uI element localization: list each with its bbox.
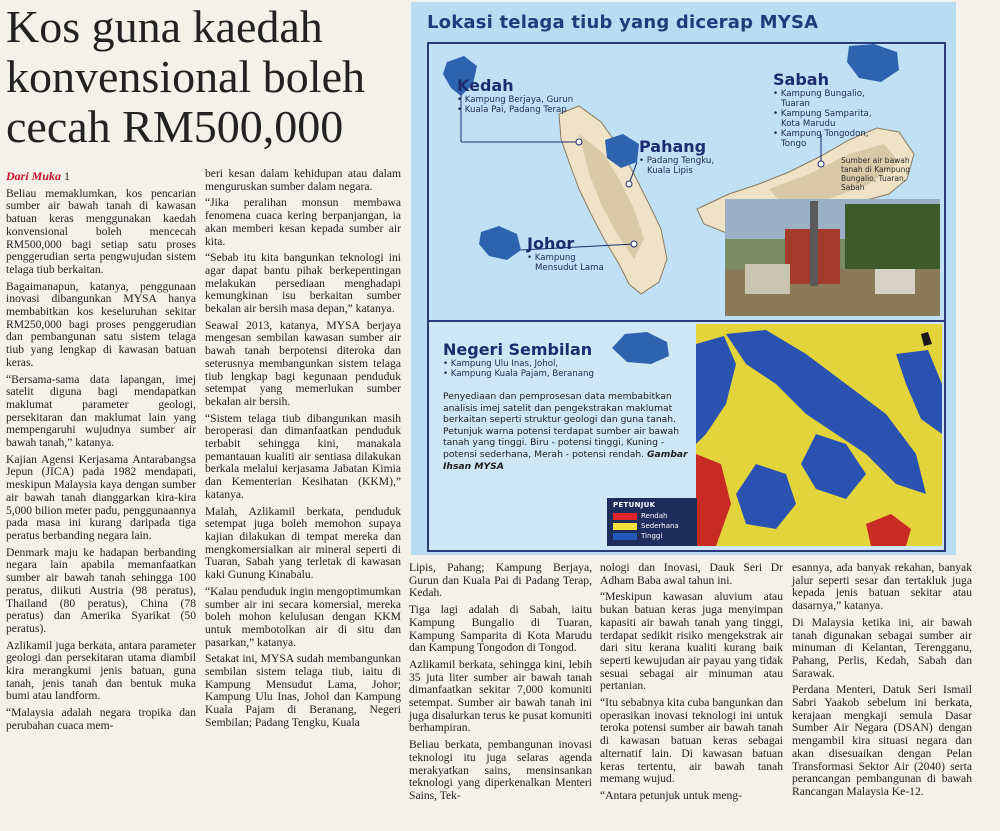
location-item: • Kuala Pai, Padang Terap — [457, 105, 567, 115]
paragraph: “Bersama-sama data lapangan, imej satelit diguna bagi mendapatkan maklumat parameter geologi, persekitaran dan maklumat lain yang mempengaruhi wujudnya sumber air bawah tanah,” katanya. — [6, 372, 196, 450]
location-item: • Kampung Ulu Inas, Johol, — [443, 359, 559, 369]
legend-item-sederhana — [613, 522, 679, 531]
article-column-3 — [409, 562, 592, 807]
location-item: Mensudut Lama — [535, 263, 604, 273]
potential-map-image — [696, 324, 942, 546]
location-item: Kuala Lipis — [647, 166, 693, 176]
legend-item-tinggi — [613, 532, 662, 541]
legend-title: PETUNJUK — [613, 501, 656, 509]
satellite-analysis-panel — [427, 320, 946, 552]
paragraph: “Antara petunjuk untuk meng- — [600, 788, 742, 802]
location-item: Tuaran — [781, 99, 810, 109]
article-column-2 — [205, 168, 401, 734]
state-name: Johor — [527, 234, 575, 253]
location-negeri-sembilan — [443, 340, 594, 379]
location-item: Tongo — [781, 139, 807, 149]
headline — [6, 2, 401, 152]
location-johor — [527, 234, 604, 273]
paragraph: Lipis, Pahang; Kampung Berjaya, Gurun dan Kuala Pai di Padang Terap, Kedah. — [409, 561, 592, 600]
article-column-4 — [600, 562, 783, 807]
paragraph: “Kalau penduduk ingin mengoptimumkan sumber air ini secara komersial, mereka boleh mohon kelulusan dengan KKM untuk membotolkan air di situ dan pasarkan,” katanya. — [205, 584, 401, 649]
caption-line: Bungalio, Tuaran, — [841, 174, 907, 183]
paragraph: Di Malaysia ketika ini, air bawah tanah digunakan sebagai sumber air minuman di Kelantan, Terengganu, Pahang, Perlis, Kedah, Sabah dan Sarawak. — [792, 615, 972, 680]
infographic-title: Lokasi telaga tiub yang dicerap MYSA — [427, 12, 819, 33]
headline-line: konvensional boleh — [6, 51, 365, 102]
location-item: • Kampung Tongodon, — [773, 129, 869, 139]
location-item: • Kampung Bungalio, — [773, 89, 865, 99]
paragraph: beri kesan dalam kehidupan atau dalam menguruskan sumber dalam negara. — [205, 167, 401, 193]
paragraph: Setakat ini, MYSA sudah membangunkan sembilan sistem telaga tiub, iaitu di Kampung Mensudut Lama, Johor; Kampung Ulu Inas, Johol dan Kampung Kuala Pajam di Beranang, Negeri Sembilan; Padang Tengku, Kuala — [205, 652, 401, 729]
paragraph: Beliau memaklumkan, kos pencarian sumber air bawah tanah di kawasan batuan keras menggunakan kaedah konvensional boleh mencecah RM500,000 bagi setiap satu proses penggerudian serta pengwujudan sistem telaga tiub berkaitan. — [6, 186, 196, 276]
location-kedah — [457, 76, 573, 115]
headline-line: Kos guna kaedah — [6, 1, 323, 52]
byline-label: Dari Muka — [6, 169, 62, 183]
location-item: • Kampung Samparita, — [773, 109, 872, 119]
kedah-marker — [576, 139, 582, 145]
caption-line: tanah di Kampung — [841, 165, 910, 174]
paragraph: Kajian Agensi Kerjasama Antarabangsa Jepun (JICA) pada 1982 mendapati, meskipun Malaysia kaya dengan sumber air bawah tanah dianggarkan kira-kira 5,000 bilion meter padu, penggunaannya pada masa ini kurang daripada tiga peratus berbanding negara lain. — [6, 452, 196, 542]
negeri-sembilan-shape — [607, 328, 677, 368]
photo-credit: Gambar Ihsan MYSA — [443, 448, 688, 472]
map-legend — [607, 498, 697, 546]
analysis-description — [443, 391, 695, 472]
paragraph: Azlikamil juga berkata, antara parameter geologi dan persekitaran utama diambil kira merangkumi jenis batuan, guna tanah, jenis tanah dan bentuk muka bumi atau landform. — [6, 638, 196, 703]
paragraph: nologi dan Inovasi, Dauk Seri Dr Adham Baba awal tahun ini. — [600, 561, 783, 587]
drilling-rig-image — [725, 199, 940, 316]
paragraph: “Sistem telaga tiub dibangunkan masih beroperasi dan dimanfaatkan penduduk terbabit sehingga kini, manakala pemantauan kualiti air sentiasa dilakukan berkala melalui kerjasama Jabatan Kimia dan Kementerian Kesihatan (KKM),” katanya. — [205, 411, 401, 501]
state-name: Kedah — [457, 76, 514, 95]
article-column-5 — [792, 562, 972, 803]
location-item: • Kampung — [527, 253, 576, 263]
paragraph: Malah, Azlikamil berkata, penduduk setempat juga boleh memohon supaya kajian dilakukan di tempat mereka dan mengkomersialkan air mineral seperti di Tuaran, Sabah yang terletak di kawasan kaki Gunung Kinabalu. — [205, 504, 401, 582]
sabah-marker — [818, 161, 824, 167]
paragraph: Denmark maju ke hadapan berbanding negara lain apabila memanfaatkan sumber air bawah tanah sehingga 100 peratus, diikuti Austria (98 peratus), Thailand (80 peratus), China (78 peratus) dan Amerika Syarikat (50 peratus). — [6, 545, 196, 635]
byline — [6, 170, 196, 183]
groundwater-potential-map — [696, 324, 942, 546]
location-item: Kota Marudu — [781, 119, 836, 129]
byline-page: 1 — [64, 169, 71, 183]
legend-label: Tinggi — [641, 532, 663, 540]
caption-line: Sabah — [841, 183, 865, 192]
legend-swatch — [613, 533, 637, 540]
paragraph: “Jika peralihan monsun membawa fenomena cuaca kering berpanjangan, ia akan memberi kesan kepada sumber air kita. — [205, 196, 401, 248]
paragraph: Perdana Menteri, Datuk Seri Ismail Sabri Yaakob sebelum ini berkata, kerajaan mengkaji semula Dasar Sumber Air Negara (DSAN) dengan mengambil kira situasi negara dan akan disesuaikan dengan Pelan Transformasi Sektor Air (2040) serta perancangan pembangunan di bawah Rancangan Malaysia Ke-12. — [792, 683, 972, 798]
location-item: • Padang Tengku, — [639, 156, 715, 166]
johor-marker — [631, 241, 637, 247]
location-pahang — [639, 137, 714, 176]
malaysia-map-panel — [427, 42, 946, 323]
paragraph: “Meskipun kawasan aluvium atau bukan batuan keras juga menyimpan kapasiti air bawah tanah yang tinggi, terdapat sedikit risiko mengekstrak air dari situ kerana kualiti kurang baik seperti kewujudan air payau yang tidak sesuai sebagai air minuman atau pertanian. — [600, 590, 783, 693]
location-item: • Kampung Berjaya, Gurun — [457, 95, 574, 105]
paragraph: Seawal 2013, katanya, MYSA berjaya mengesan sembilan kawasan sumber air bawah tanah berpotensi diteroka dan seterusnya membangunkan sistem telaga tiub lengkap bagi kegunaan penduduk setempat yang memerlukan sumber bekalan air bersih. — [205, 318, 401, 408]
paragraph: “Sebab itu kita bangunkan teknologi ini agar dapat bantu pihak berkepentingan melakukan persediaan menghadapi kemungkinan isu berkaitan sumber bekalan air bersih masa depan,” katanya. — [205, 251, 401, 316]
pahang-marker — [626, 181, 632, 187]
photo-caption — [841, 156, 910, 192]
article-column-1 — [6, 170, 196, 737]
borehole-photo — [725, 199, 940, 316]
state-name: Negeri Sembilan — [443, 340, 593, 359]
caption-line: Sumber air bawah — [841, 156, 910, 165]
infographic — [411, 2, 956, 555]
paragraph: “Itu sebabnya kita cuba bangunkan dan operasikan inovasi teknologi ini untuk teroka potensi sumber air bawah tanah di kawasan batuan keras sebagai alternatif lain. Di kawasan batuan keras tertentu, air bawah tanah memang wujud. — [600, 696, 783, 786]
paragraph: Tiga lagi adalah di Sabah, iaitu Kampung Bungalio di Tuaran, Kampung Samparita di Kota Marudu dan Kampung Tongodon di Tongod. — [409, 603, 592, 655]
legend-item-rendah — [613, 512, 667, 521]
paragraph: Azlikamil berkata, sehingga kini, lebih 35 juta liter sumber air bawah tanah dimanfaatkan sekitar 7,000 komuniti setempat. Sumber air bawah tanah ini juga disalurkan terus ke pusat komuniti berhampiran. — [409, 657, 592, 735]
legend-swatch — [613, 523, 637, 530]
paragraph: esannya, ada banyak rekahan, banyak jalur seperti sesar dan tertakluk juga kepada jenis batuan sekitar atau dasarnya,” katanya. — [792, 561, 972, 613]
description-text: Penyediaan dan pemprosesan data membabitkan analisis imej satelit dan pengekstrakan maklumat berkaitan seperti struktur geologi dan guna tanah. Petunjuk warna potensi terdapat sumber air bawah tanah yang tinggi. Biru - potensi tinggi, Kuning - potensi sederhana, Merah - potensi rendah. — [443, 391, 680, 460]
legend-swatch — [613, 513, 637, 520]
state-name: Pahang — [639, 137, 707, 156]
legend-label: Rendah — [641, 512, 668, 520]
paragraph: Beliau berkata, pembangunan inovasi teknologi itu juga selaras agenda merakyatkan sains, mensinsankan teknologi yang diperkenalkan Menteri Sains, Tek- — [409, 738, 592, 802]
legend-label: Sederhana — [641, 522, 679, 530]
state-name: Sabah — [773, 70, 829, 89]
paragraph: “Malaysia adalah negara tropika dan perubahan cuaca mem- — [6, 706, 196, 732]
headline-line: cecah RM500,000 — [6, 101, 344, 152]
paragraph: Bagaimanapun, katanya, penggunaan inovasi dibangunkan MYSA hanya membabitkan kos keseluruhan sekitar RM250,000 bagi proses penggerudian dan pembangunan satu sistem telaga tiub yang lengkap di kawasan batuan keras. — [6, 279, 196, 369]
location-item: • Kampung Kuala Pajam, Beranang — [443, 369, 594, 379]
location-sabah — [773, 70, 872, 149]
